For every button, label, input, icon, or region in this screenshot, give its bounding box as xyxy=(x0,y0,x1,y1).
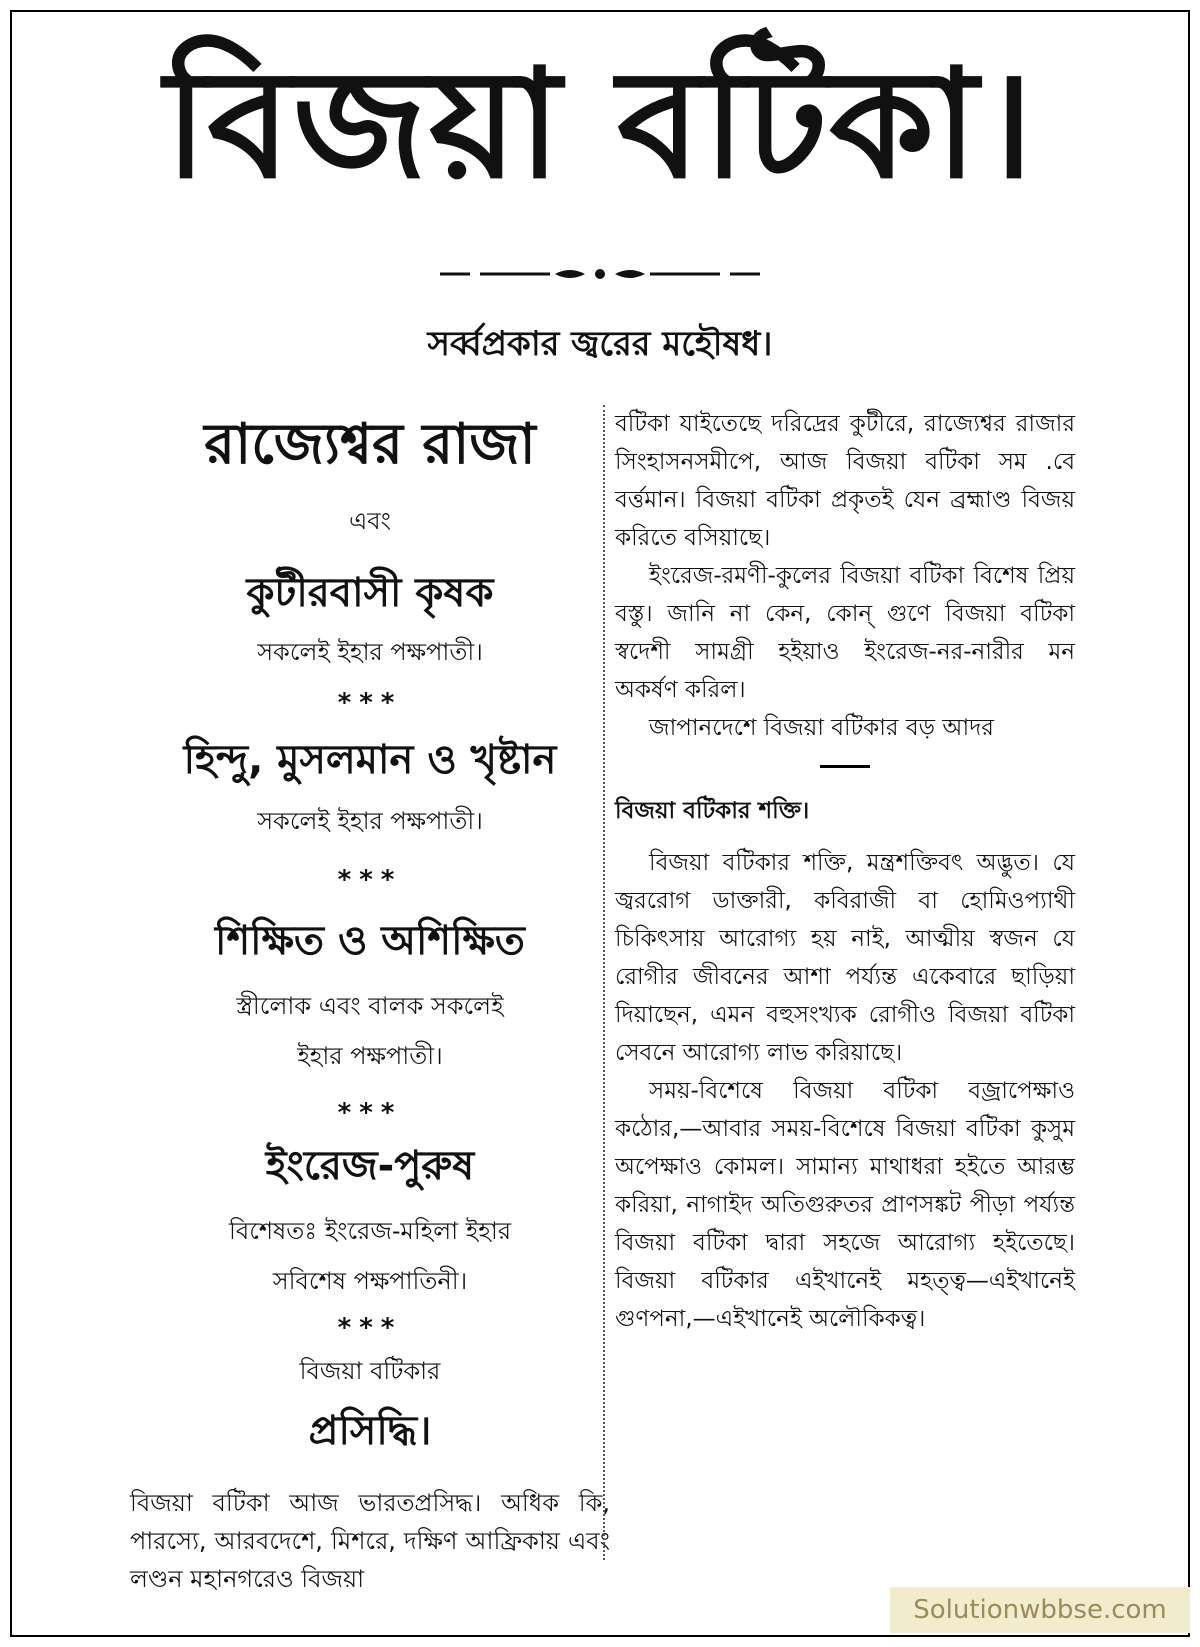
paragraph-1: বটিকা যাইতেছে দরিদ্রের কুটীরে, রাজ্যেশ্বর রাজার সিংহাসনসমীপে, আজ বিজয়া বটিকা সম .বে বর্ত্তমান। বিজয়া বটিকা প্রকৃতই যেন ব্রহ্মাণ্ড বিজয় করিতে বসিয়াছে। xyxy=(615,411,1075,551)
fame-text: বিজয়া বটিকা আজ ভারতপ্রসিদ্ধ। অধিক কি, পারস্যে, আরবদেশে, মিশরে, দক্ষিণ আফ্রিকায় এবং লণ্ডন মহানগরেও বিজয়া xyxy=(130,1489,610,1593)
fame-intro: বিজয়া বটিকার xyxy=(299,1357,441,1385)
section4-heading: ইংরেজ-পুরুষ xyxy=(265,1143,475,1189)
watermark: Solutionwbbse.com xyxy=(890,1587,1190,1633)
paragraph-5: সময়-বিশেষে বিজয়া বটিকা বজ্রাপেক্ষাও কঠোর,—আবার সময়-বিশেষে বিজয়া বটিকা কুসুম অপেক্ষাও কোমল। সামান্য মাথাধরা হইতে আরম্ভ করিয়া, নাগাইদ অতিগুরুতর প্রাণসঙ্কট পীড়া পর্য্যন্ত বিজয়া বটিকা দ্বারা সহজে আরোগ্য হইতেছে। বিজয়া বটিকার এইখানেই মহত্ত্ব—এইখানেই গুণপনা,—এইখানেই অলৌকিকত্ব। xyxy=(615,1078,1075,1332)
main-heading: রাজ্যেশ্বর রাজা xyxy=(204,412,536,477)
document-title: বিজয়া বটিকা। xyxy=(164,38,1036,212)
document-subtitle: সর্ব্বপ্রকার জ্বরের মহৌষধ। xyxy=(427,324,773,364)
paragraph-4: বিজয়া বটিকার শক্তি, মন্ত্রশক্তিবৎ অদ্ভুত। যে জ্বররোগ ডাক্তারী, কবিরাজী বা হোমিওপ্যাথী চিকিৎসায় আরোগ্য হয় নাই, আত্মীয় স্বজন যে রোগীর জীবনের আশা পর্য্যন্ত একেবারে ছাড়িয়া দিয়াছেন, এমন বহুসংখ্যক রোগীও বিজয়া বটিকা সেবনে আরোগ্য লাভ করিয়াছে। xyxy=(615,850,1075,1066)
section3-text-line2: ইহার পক্ষপাতী। xyxy=(297,1042,443,1070)
section2-heading: হিন্দু, মুসলমান ও খৃষ্টান xyxy=(183,737,557,783)
section4-text-line1: বিশেষতঃ ইংরেজ-মহিলা ইহার xyxy=(228,1217,512,1245)
section3-heading: শিক্ষিত ও অশিক্ষিত xyxy=(215,918,525,964)
and-word: এবং xyxy=(349,507,391,535)
power-heading: বিজয়া বটিকার শক্তি। xyxy=(615,798,810,824)
section3-text-line1: স্ত্রীলোক এবং বালক সকলেই xyxy=(236,992,504,1020)
short-rule xyxy=(820,765,870,768)
paragraph-3: জাপানদেশে বিজয়া বটিকার বড় আদর xyxy=(649,715,994,741)
stars-divider: *** xyxy=(337,1313,403,1343)
ornament-divider xyxy=(440,262,760,286)
stars-divider: *** xyxy=(337,1098,403,1128)
fame-heading: প্রসিদ্ধি। xyxy=(308,1408,432,1454)
paragraph-2: ইংরেজ-রমণী-কুলের বিজয়া বটিকা বিশেষ প্রিয় বস্তু। জানি না কেন, কোন্ গুণে বিজয়া বটিকা স্বদেশী সামগ্রী হইয়াও ইংরেজ-নর-নারীর মন অকর্ষণ করিল। xyxy=(615,563,1075,703)
section1-heading: কুটীরবাসী কৃষক xyxy=(246,570,494,616)
column-divider xyxy=(603,405,605,1560)
left-column xyxy=(130,405,610,1598)
stars-divider: *** xyxy=(337,865,403,895)
stars-divider: *** xyxy=(337,688,403,718)
section1-text: সকলেই ইহার পক্ষপাতী। xyxy=(257,638,483,666)
right-column xyxy=(615,405,1075,1338)
section2-text: সকলেই ইহার পক্ষপাতী। xyxy=(257,807,483,835)
section4-text-line2: সবিশেষ পক্ষপাতিনী। xyxy=(272,1267,468,1295)
